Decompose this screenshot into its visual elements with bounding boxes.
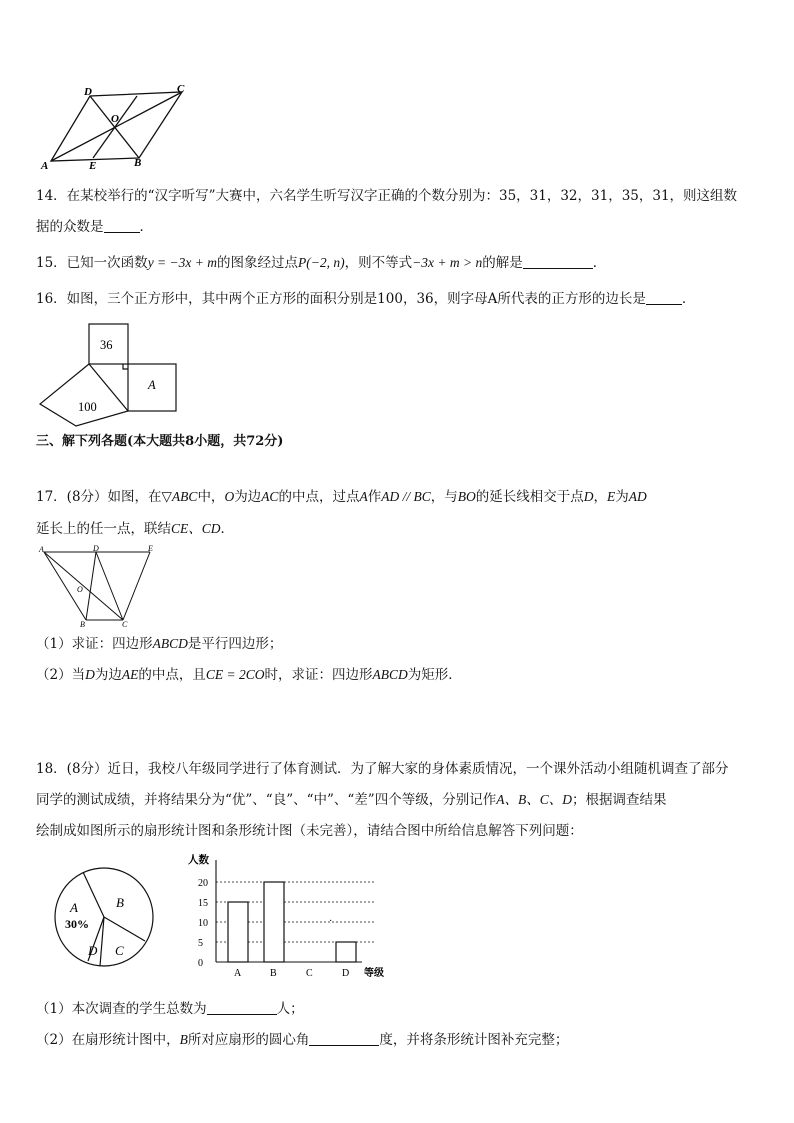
q15-inequality: −3x + m > n [412,255,483,270]
x-axis-label: 等级 [364,968,384,979]
q18-sub1-b: 人； [276,1001,304,1017]
q17-ad: AD [628,489,647,504]
x-tick-label-C: C [306,968,313,979]
q18-sub1-blank[interactable] [207,1000,277,1015]
q18-grades: A、B、C、D [496,792,572,807]
q17-parallel: AD // BC [381,489,431,504]
q17-e: E [606,489,616,504]
q15-line [36,253,606,273]
label-A: A [41,160,49,172]
q15-end: ． [592,255,607,271]
q17-t4: 的中点，过点 [278,489,360,505]
pie-label-A: A [70,900,78,915]
y-tick-label: 10 [198,918,208,929]
q17-t1: 17．(8分）如图，在 [36,489,162,505]
q15-pre: 15．已知一次函数 [36,255,148,271]
q15-point: P(−2, n) [298,255,345,270]
q17-sub2-d: D [85,667,95,682]
q17-a: A [359,489,368,504]
section-3-title: 三、解下列各题(本大题共8小题，共72分) [36,434,284,449]
y-tick-label: 20 [198,878,208,889]
square-36-label: 36 [100,338,113,352]
label-O: O [111,113,119,125]
q17-fig-A: A [39,545,44,554]
q17-sub2-e: 时，求证：四边形 [264,667,373,683]
q17-fig-O: O [77,585,83,594]
q17-line2 [36,519,234,539]
q17-ac: AC [261,489,279,504]
q18-sub1-a: （1）本次调查的学生总数为 [36,1001,207,1017]
square-100-label: 100 [78,400,97,414]
bar-D [336,942,356,962]
q18-line3: 绘制成如图所示的扇形统计图和条形统计图（未完善），请结合图中所给信息解答下列问题： [36,823,583,839]
q17-sub1 [36,634,282,654]
pie-label-B: B [116,895,124,910]
q17-sub1-b: 是平行四边形； [187,636,283,652]
label-C: C [177,83,185,95]
q17-line1 [36,487,647,507]
q17-o: O [224,489,235,504]
q17-fig-E: E [148,544,153,553]
q16-text: 16．如图，三个正方形中，其中两个正方形的面积分别是100，36，则字母A所代表的正方形的边长是 [36,291,646,307]
q17-sub2 [36,665,462,685]
q14-answer-blank[interactable] [104,218,140,233]
q17-sub2-c: 的中点，且 [138,667,206,683]
q17-d: D [583,489,594,504]
label-D: D [84,86,92,98]
q17-t5: 作 [367,489,382,505]
squares-figure [38,322,183,428]
x-tick-label-A: A [234,968,242,979]
x-tick-label-B: B [270,968,277,979]
q14-line2-post: ． [139,219,153,235]
q15-mid1: 的图象经过点 [217,255,299,271]
pie-label-C: C [115,943,124,958]
q14-line2 [36,217,153,237]
q17-t6: ，与 [430,489,458,505]
x-tick-label-D: D [342,968,350,979]
q17-t9: 为 [615,489,629,505]
bar-B [264,882,284,962]
q16-answer-blank[interactable] [646,290,682,305]
q17-fig-D: D [93,544,99,553]
label-B: B [134,157,142,169]
q17-sub2-abcd: ABCD [372,667,408,682]
q17-sub1-a: （1）求证：四边形 [36,636,153,652]
q17-figure [36,544,162,628]
q18-sub2-a: （2）在扇形统计图中， [36,1032,180,1048]
q17-sub2-eq: CE = 2CO [205,667,265,682]
q15-function: y = −3x + m [147,255,218,270]
y-tick-label: 5 [198,938,203,949]
q16-end: ． [681,291,696,307]
q17-fig-C: C [122,620,128,628]
q18-l2b: ；根据调查结果 [571,792,667,808]
bar-chart [184,852,394,984]
q14-line2-pre: 据的众数是 [36,219,104,235]
q17-sub2-b: 为边 [94,667,122,683]
q18-sub2-b: B [179,1032,188,1047]
q18-sub1 [36,999,304,1019]
q17-l2a: 延长上的任一点，联结 [36,521,171,537]
q17-bo: BO [457,489,476,504]
q17-l2b: ． [220,521,235,537]
q17-triangle: ▽ABC [161,489,198,504]
q18-line1: 18．(8分）近日，我校八年级同学进行了体育测试．为了解大家的身体素质情况，一个课外活动小组随机调查了部分 [36,761,729,777]
q18-sub2-d: 度，并将条形统计图补充完整； [379,1032,569,1048]
parallelogram-figure [36,82,196,172]
square-A-label: A [148,378,156,392]
bar-A [228,902,248,962]
label-E: E [89,160,97,172]
y-tick-label: 15 [198,898,208,909]
q17-sub1-abcd: ABCD [152,636,188,651]
y-axis-label: 人数 [188,855,209,866]
q17-t8: ， [593,489,607,505]
q17-t3: 为边 [234,489,262,505]
q17-ce-cd: CE、CD [171,521,221,536]
stray-dot: · [329,916,333,927]
q17-t2: 中， [197,489,225,505]
q17-fig-B: B [80,620,85,628]
q18-sub2-c: 所对应扇形的圆心角 [187,1032,310,1048]
q15-mid2: ，则不等式 [344,255,413,271]
pie-label-30pct: 30% [65,917,89,931]
q16-line [36,289,695,309]
q14-line1: 14．在某校举行的“汉字听写”大赛中，六名学生听写汉字正确的个数分别为：35，31，32，31，35，31，则这组数 [36,188,738,204]
pie-label-D: D [88,943,98,958]
q18-l2a: 同学的测试成绩，并将结果分为“优”、“良”、“中”、“差”四个等级，分别记作 [36,792,497,808]
q17-t7: 的延长线相交于点 [475,489,584,505]
pie-chart [48,860,160,978]
q18-line2 [36,790,666,810]
q17-sub2-ae: AE [121,667,139,682]
q18-sub2-blank[interactable] [309,1031,379,1046]
y-tick-label: 0 [198,958,203,969]
q15-post: 的解是 [482,255,523,271]
q17-sub2-a: （2）当 [36,667,86,683]
q15-answer-blank[interactable] [523,254,593,269]
q18-sub2 [36,1030,568,1050]
q17-sub2-f: 为矩形． [407,667,462,683]
